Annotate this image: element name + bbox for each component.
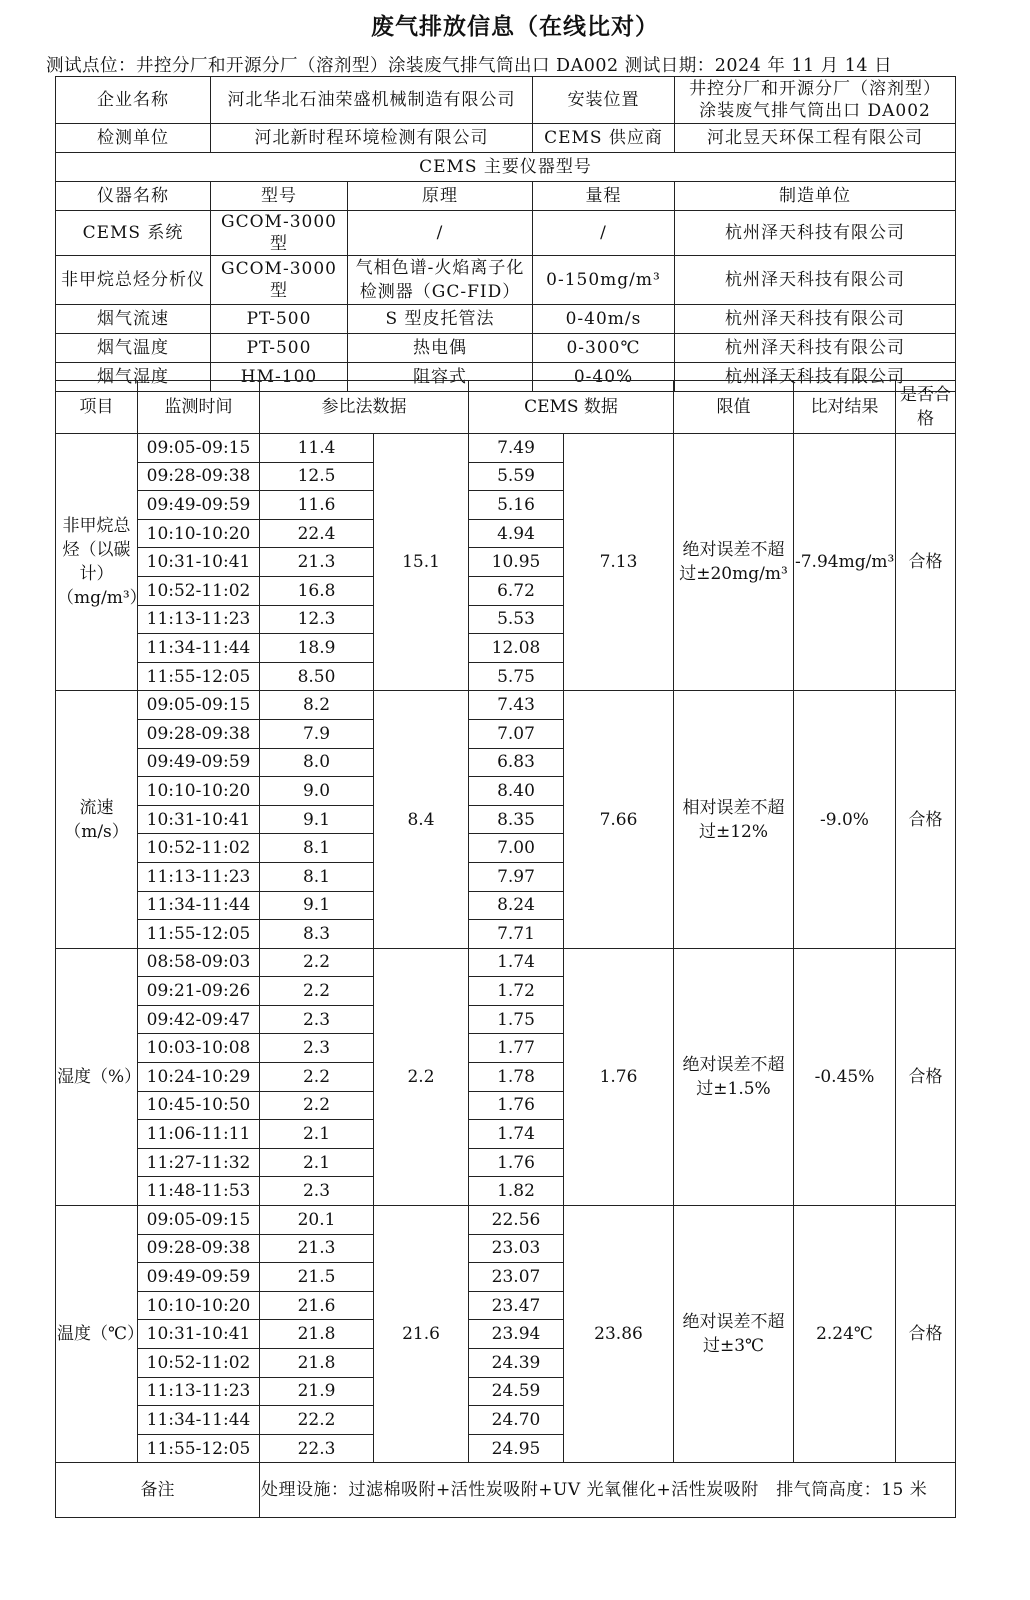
reference-value: 11.6 [260, 491, 374, 520]
cems-value: 23.03 [469, 1234, 564, 1263]
cems-value: 4.94 [469, 519, 564, 548]
reference-value: 2.2 [260, 977, 374, 1006]
instrument-row [56, 305, 956, 334]
header-cems: CEMS 数据 [469, 381, 674, 434]
cems-value: 1.72 [469, 977, 564, 1006]
table-row [56, 1206, 956, 1235]
reference-value: 2.3 [260, 1034, 374, 1063]
reference-value: 21.8 [260, 1320, 374, 1349]
cems-value: 24.70 [469, 1406, 564, 1435]
qualified-status: 合格 [896, 1206, 956, 1463]
monitor-time: 09:05-09:15 [138, 1206, 260, 1235]
monitor-time: 11:06-11:11 [138, 1120, 260, 1149]
limit-value: 绝对误差不超过±20mg/m³ [674, 434, 794, 691]
monitor-time: 11:13-11:23 [138, 605, 260, 634]
cems-value: 7.07 [469, 719, 564, 748]
cems-value: 5.75 [469, 662, 564, 691]
monitor-time: 11:34-11:44 [138, 634, 260, 663]
instrument-model: PT-500 [211, 334, 348, 363]
reference-value: 9.1 [260, 891, 374, 920]
test-point-line [46, 52, 986, 77]
cems-value: 5.53 [469, 605, 564, 634]
cems-value: 5.59 [469, 462, 564, 491]
cems-value: 1.74 [469, 1120, 564, 1149]
test-point-value: 井控分厂和开源分厂（溶剂型）涂装废气排气筒出口 DA002 [136, 56, 619, 76]
instrument-model: GCOM-3000 型 [211, 256, 348, 305]
instrument-model: PT-500 [211, 305, 348, 334]
instrument-principle: 阻容式 [348, 363, 533, 392]
monitor-time: 09:49-09:59 [138, 748, 260, 777]
cems-value: 7.71 [469, 920, 564, 949]
reference-value: 2.1 [260, 1148, 374, 1177]
reference-value: 2.2 [260, 948, 374, 977]
reference-value: 22.4 [260, 519, 374, 548]
monitor-time: 08:58-09:03 [138, 948, 260, 977]
reference-value: 21.5 [260, 1263, 374, 1292]
cems-value: 5.16 [469, 491, 564, 520]
monitor-time: 10:31-10:41 [138, 805, 260, 834]
item-name: 温度（℃） [56, 1206, 138, 1463]
monitor-time: 10:24-10:29 [138, 1063, 260, 1092]
instrument-maker: 杭州泽天科技有限公司 [675, 211, 956, 256]
reference-value: 2.2 [260, 1091, 374, 1120]
monitor-time: 09:28-09:38 [138, 719, 260, 748]
instrument-range: / [533, 211, 675, 256]
reference-value: 8.3 [260, 920, 374, 949]
location-line1: 井控分厂和开源分厂（溶剂型） [689, 79, 941, 99]
monitor-time: 09:05-09:15 [138, 434, 260, 463]
inst-header-principle: 原理 [348, 182, 533, 211]
cems-value: 8.24 [469, 891, 564, 920]
cems-average: 7.13 [564, 434, 674, 691]
location-value [675, 77, 956, 124]
instrument-principle: / [348, 211, 533, 256]
monitor-time: 11:13-11:23 [138, 862, 260, 891]
reference-value: 9.1 [260, 805, 374, 834]
qualified-status: 合格 [896, 948, 956, 1205]
cems-value: 1.78 [469, 1063, 564, 1092]
reference-value: 2.3 [260, 1177, 374, 1206]
cems-value: 7.49 [469, 434, 564, 463]
cems-value: 22.56 [469, 1206, 564, 1235]
instrument-row [56, 256, 956, 305]
instrument-name: 非甲烷总烃分析仪 [56, 256, 211, 305]
reference-value: 16.8 [260, 576, 374, 605]
reference-value: 21.3 [260, 548, 374, 577]
table-row [56, 948, 956, 977]
reference-average: 21.6 [374, 1206, 469, 1463]
reference-value: 8.2 [260, 691, 374, 720]
comparison-result: -0.45% [794, 948, 896, 1205]
instrument-model: HM-100 [211, 363, 348, 392]
header-limit: 限值 [674, 381, 794, 434]
remark-label: 备注 [56, 1463, 260, 1518]
instrument-name: CEMS 系统 [56, 211, 211, 256]
comparison-result: 2.24℃ [794, 1206, 896, 1463]
header-item: 项目 [56, 381, 138, 434]
reference-value: 7.9 [260, 719, 374, 748]
monitor-time: 10:10-10:20 [138, 777, 260, 806]
reference-value: 20.1 [260, 1206, 374, 1235]
monitor-time: 09:28-09:38 [138, 1234, 260, 1263]
header-result: 比对结果 [794, 381, 896, 434]
reference-value: 2.1 [260, 1120, 374, 1149]
monitor-time: 11:55-12:05 [138, 1434, 260, 1463]
monitor-time: 11:55-12:05 [138, 920, 260, 949]
comparison-table [55, 380, 956, 1518]
tester-value: 河北新时程环境检测有限公司 [211, 124, 533, 153]
instrument-principle: 热电偶 [348, 334, 533, 363]
instrument-range: 0-40% [533, 363, 675, 392]
reference-value: 22.2 [260, 1406, 374, 1435]
company-label: 企业名称 [56, 77, 211, 124]
inst-header-maker: 制造单位 [675, 182, 956, 211]
instruments-title: CEMS 主要仪器型号 [56, 153, 956, 182]
monitor-time: 11:34-11:44 [138, 1406, 260, 1435]
monitor-time: 11:48-11:53 [138, 1177, 260, 1206]
location-line2: 涂装废气排气筒出口 DA002 [699, 101, 931, 121]
monitor-time: 11:55-12:05 [138, 662, 260, 691]
reference-value: 22.3 [260, 1434, 374, 1463]
test-point-label: 测试点位： [46, 56, 136, 76]
instrument-name: 烟气流速 [56, 305, 211, 334]
reference-value: 12.5 [260, 462, 374, 491]
limit-value: 相对误差不超过±12% [674, 691, 794, 948]
reference-value: 8.0 [260, 748, 374, 777]
supplier-value: 河北昱天环保工程有限公司 [675, 124, 956, 153]
monitor-time: 09:05-09:15 [138, 691, 260, 720]
monitor-time: 11:34-11:44 [138, 891, 260, 920]
reference-value: 21.6 [260, 1291, 374, 1320]
instrument-row [56, 211, 956, 256]
table-row [56, 691, 956, 720]
location-label: 安装位置 [533, 77, 675, 124]
comparison-result: -7.94mg/m³ [794, 434, 896, 691]
cems-value: 8.40 [469, 777, 564, 806]
supplier-label: CEMS 供应商 [533, 124, 675, 153]
reference-value: 9.0 [260, 777, 374, 806]
comparison-result: -9.0% [794, 691, 896, 948]
instrument-maker: 杭州泽天科技有限公司 [675, 305, 956, 334]
cems-average: 23.86 [564, 1206, 674, 1463]
reference-value: 8.50 [260, 662, 374, 691]
cems-value: 24.95 [469, 1434, 564, 1463]
monitor-time: 09:28-09:38 [138, 462, 260, 491]
monitor-time: 11:13-11:23 [138, 1377, 260, 1406]
reference-value: 11.4 [260, 434, 374, 463]
cems-value: 12.08 [469, 634, 564, 663]
monitor-time: 09:49-09:59 [138, 491, 260, 520]
cems-value: 6.72 [469, 576, 564, 605]
item-name: 流速（m/s） [56, 691, 138, 948]
monitor-time: 10:03-10:08 [138, 1034, 260, 1063]
monitor-time: 10:10-10:20 [138, 519, 260, 548]
monitor-time: 10:52-11:02 [138, 576, 260, 605]
instrument-row [56, 334, 956, 363]
cems-value: 24.39 [469, 1349, 564, 1378]
reference-value: 21.8 [260, 1349, 374, 1378]
monitor-time: 11:27-11:32 [138, 1148, 260, 1177]
inst-header-name: 仪器名称 [56, 182, 211, 211]
limit-value: 绝对误差不超过±1.5% [674, 948, 794, 1205]
instrument-maker: 杭州泽天科技有限公司 [675, 334, 956, 363]
item-name: 湿度（%） [56, 948, 138, 1205]
cems-value: 1.82 [469, 1177, 564, 1206]
qualified-status: 合格 [896, 691, 956, 948]
monitor-time: 09:42-09:47 [138, 1005, 260, 1034]
monitor-time: 09:21-09:26 [138, 977, 260, 1006]
monitor-time: 10:45-10:50 [138, 1091, 260, 1120]
cems-value: 1.77 [469, 1034, 564, 1063]
header-qualified: 是否合格 [896, 381, 956, 434]
monitor-time: 10:31-10:41 [138, 548, 260, 577]
instrument-range: 0-300℃ [533, 334, 675, 363]
monitor-time: 10:31-10:41 [138, 1320, 260, 1349]
instrument-principle: 气相色谱-火焰离子化检测器（GC-FID） [348, 256, 533, 305]
reference-value: 2.3 [260, 1005, 374, 1034]
reference-value: 8.1 [260, 834, 374, 863]
cems-value: 7.43 [469, 691, 564, 720]
reference-average: 8.4 [374, 691, 469, 948]
instrument-model: GCOM-3000 型 [211, 211, 348, 256]
inst-header-model: 型号 [211, 182, 348, 211]
cems-value: 1.74 [469, 948, 564, 977]
instrument-name: 烟气湿度 [56, 363, 211, 392]
info-table [55, 76, 956, 392]
tester-label: 检测单位 [56, 124, 211, 153]
monitor-time: 09:49-09:59 [138, 1263, 260, 1292]
instrument-range: 0-40m/s [533, 305, 675, 334]
cems-value: 10.95 [469, 548, 564, 577]
reference-value: 12.3 [260, 605, 374, 634]
qualified-status: 合格 [896, 434, 956, 691]
instrument-principle: S 型皮托管法 [348, 305, 533, 334]
item-name: 非甲烷总烃（以碳计）（mg/m³） [56, 434, 138, 691]
inst-header-range: 量程 [533, 182, 675, 211]
cems-average: 7.66 [564, 691, 674, 948]
page-title: 废气排放信息（在线比对） [371, 14, 659, 40]
reference-value: 2.2 [260, 1063, 374, 1092]
cems-value: 8.35 [469, 805, 564, 834]
monitor-time: 10:52-11:02 [138, 1349, 260, 1378]
instrument-name: 烟气温度 [56, 334, 211, 363]
cems-value: 24.59 [469, 1377, 564, 1406]
table-row [56, 434, 956, 463]
cems-value: 23.07 [469, 1263, 564, 1292]
monitor-time: 10:10-10:20 [138, 1291, 260, 1320]
cems-value: 7.00 [469, 834, 564, 863]
cems-value: 6.83 [469, 748, 564, 777]
company-value: 河北华北石油荣盛机械制造有限公司 [211, 77, 533, 124]
instrument-maker: 杭州泽天科技有限公司 [675, 363, 956, 392]
cems-value: 1.76 [469, 1091, 564, 1120]
header-reference: 参比法数据 [260, 381, 469, 434]
monitor-time: 10:52-11:02 [138, 834, 260, 863]
cems-value: 1.76 [469, 1148, 564, 1177]
reference-average: 2.2 [374, 948, 469, 1205]
cems-value: 23.94 [469, 1320, 564, 1349]
instrument-maker: 杭州泽天科技有限公司 [675, 256, 956, 305]
cems-value: 23.47 [469, 1291, 564, 1320]
reference-value: 21.3 [260, 1234, 374, 1263]
cems-value: 7.97 [469, 862, 564, 891]
reference-average: 15.1 [374, 434, 469, 691]
instrument-range: 0-150mg/m³ [533, 256, 675, 305]
reference-value: 8.1 [260, 862, 374, 891]
test-date-label: 测试日期： [624, 56, 715, 76]
remark-text: 处理设施：过滤棉吸附+活性炭吸附+UV 光氧催化+活性炭吸附 排气筒高度：15 米 [260, 1463, 956, 1518]
cems-value: 1.75 [469, 1005, 564, 1034]
reference-value: 18.9 [260, 634, 374, 663]
reference-value: 21.9 [260, 1377, 374, 1406]
test-date-value: 2024 年 11 月 14 日 [714, 56, 893, 76]
header-time: 监测时间 [138, 381, 260, 434]
limit-value: 绝对误差不超过±3℃ [674, 1206, 794, 1463]
cems-average: 1.76 [564, 948, 674, 1205]
